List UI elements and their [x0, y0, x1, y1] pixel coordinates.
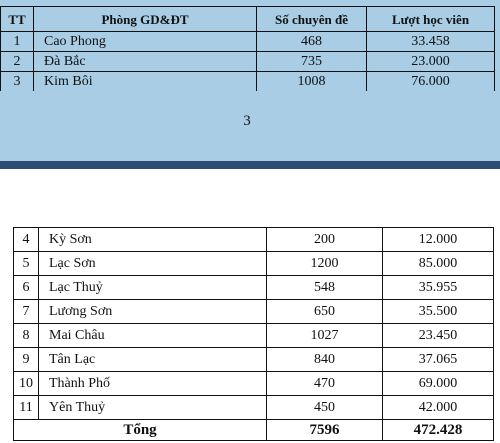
cell-luot: 12.000 [383, 228, 494, 252]
table-row [14, 348, 494, 372]
cell-name: Mai Châu [39, 324, 267, 348]
cell-luot: 23.450 [383, 324, 494, 348]
cell-tt: 3 [1, 72, 34, 92]
cell-tt: 10 [14, 372, 39, 396]
cell-name: Yên Thuỷ [39, 396, 267, 420]
cell-tt: 11 [14, 396, 39, 420]
cell-tt: 8 [14, 324, 39, 348]
cell-luot: 23.000 [367, 52, 495, 72]
cell-luot: 42.000 [383, 396, 494, 420]
cell-name: Cao Phong [34, 32, 257, 52]
cell-name: Lạc Sơn [39, 252, 267, 276]
total-luot: 472.428 [383, 420, 494, 441]
cell-so: 1027 [267, 324, 383, 348]
page-number: 3 [243, 113, 251, 129]
header-tt: TT [1, 7, 34, 32]
cell-luot: 35.955 [383, 276, 494, 300]
cell-tt: 4 [14, 228, 39, 252]
table-row [14, 396, 494, 420]
page-separator-band [0, 161, 500, 169]
cell-tt: 9 [14, 348, 39, 372]
cell-luot: 35.500 [383, 300, 494, 324]
cell-tt: 2 [1, 52, 34, 72]
cell-name: Lương Sơn [39, 300, 267, 324]
table-row [1, 72, 495, 92]
cell-so: 840 [267, 348, 383, 372]
header-luot-hoc-vien: Lượt học viên [367, 7, 495, 32]
cell-tt: 1 [1, 32, 34, 52]
table-row [14, 252, 494, 276]
header-so-chuyen-de: Số chuyên đề [257, 7, 367, 32]
cell-name: Kỳ Sơn [39, 228, 267, 252]
cell-name: Đà Bắc [34, 52, 257, 72]
cell-tt: 5 [14, 252, 39, 276]
cell-so: 1008 [257, 72, 367, 92]
total-so: 7596 [267, 420, 383, 441]
table-row [14, 372, 494, 396]
table-total-row [14, 420, 494, 441]
cell-name: Kim Bôi [34, 72, 257, 92]
cell-so: 1200 [267, 252, 383, 276]
total-label: Tổng [14, 420, 267, 441]
header-phong: Phòng GD&ĐT [34, 7, 257, 32]
cell-tt: 7 [14, 300, 39, 324]
cell-so: 470 [267, 372, 383, 396]
cell-so: 468 [257, 32, 367, 52]
cell-luot: 69.000 [383, 372, 494, 396]
cell-so: 650 [267, 300, 383, 324]
cell-luot: 85.000 [383, 252, 494, 276]
cell-luot: 76.000 [367, 72, 495, 92]
table-row [14, 324, 494, 348]
table-row [1, 32, 495, 52]
table-row [14, 228, 494, 252]
cell-name: Tân Lạc [39, 348, 267, 372]
cell-so: 450 [267, 396, 383, 420]
cell-so: 200 [267, 228, 383, 252]
cell-tt: 6 [14, 276, 39, 300]
cell-so: 548 [267, 276, 383, 300]
cell-name: Lạc Thuỷ [39, 276, 267, 300]
table-row [1, 52, 495, 72]
stats-table-top [0, 6, 495, 91]
stats-table-bottom [13, 227, 494, 441]
cell-luot: 37.065 [383, 348, 494, 372]
cell-name: Thành Phố [39, 372, 267, 396]
table-header-row [1, 7, 495, 32]
cell-so: 735 [257, 52, 367, 72]
table-row [14, 276, 494, 300]
table-row [14, 300, 494, 324]
cell-luot: 33.458 [367, 32, 495, 52]
